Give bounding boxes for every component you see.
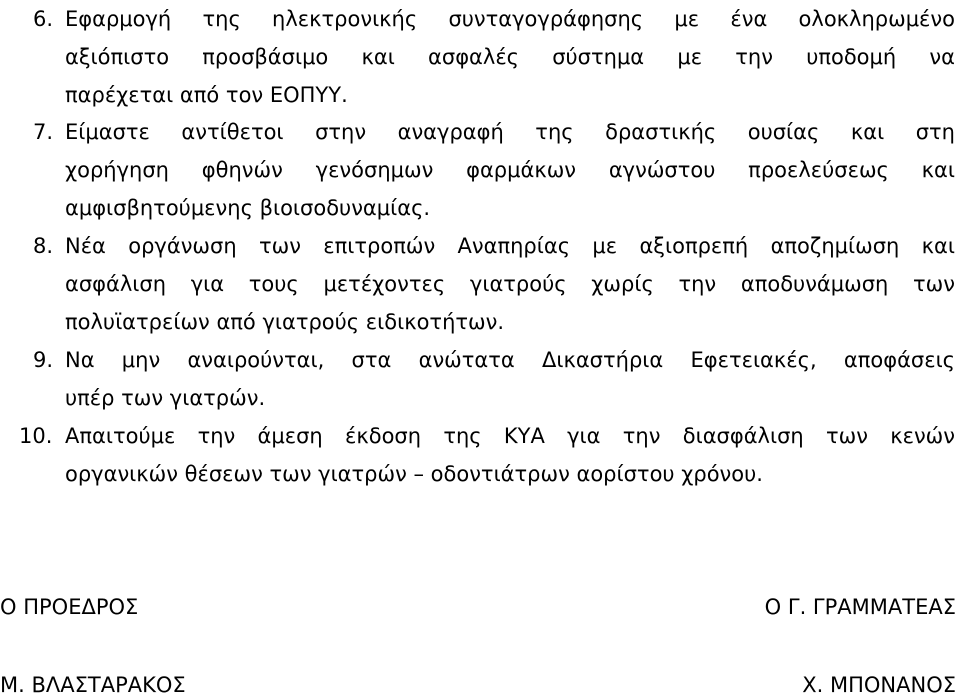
item-text: Είμαστε αντίθετοι στην αναγραφή της δραστικής ουσίας και στη — [65, 120, 955, 144]
item-number: 7. — [33, 120, 54, 144]
item-text: πολυϊατρείων από γιατρούς ειδικοτήτων. — [65, 310, 505, 334]
president-title: Ο ΠΡΟΕΔΡΟΣ — [0, 595, 139, 619]
item-text: οργανικών θέσεων των γιατρών – οδοντιάτρων αορίστου χρόνου. — [65, 462, 763, 486]
secretary-name: Χ. ΜΠΟΝΑΝΟΣ — [802, 673, 956, 697]
item-number: 8. — [33, 234, 54, 258]
item-text: Εφαρμογή της ηλεκτρονικής συνταγογράφησης με ένα ολοκληρωμένο — [65, 7, 955, 31]
item-text: αξιόπιστο προσβάσιμο και ασφαλές σύστημα με την υποδομή να — [65, 45, 955, 69]
item-text: Απαιτούμε την άμεση έκδοση της ΚΥΑ για την διασφάλιση των κενών — [65, 424, 955, 448]
item-text: Να μην αναιρούνται, στα ανώτατα Δικαστήρια Εφετειακές, αποφάσεις — [65, 348, 955, 372]
item-text: χορήγηση φθηνών γενόσημων φαρμάκων αγνώστου προελεύσεως και — [65, 158, 955, 182]
secretary-title: Ο Γ. ΓΡΑΜΜΑΤΕΑΣ — [764, 595, 956, 619]
item-text: αμφισβητούμενης βιοισοδυναμίας. — [65, 196, 431, 220]
item-number: 6. — [33, 7, 54, 31]
item-number: 10. — [19, 424, 53, 448]
item-text: παρέχεται από τον ΕΟΠΥΥ. — [65, 83, 348, 107]
item-text: Νέα οργάνωση των επιτροπών Αναπηρίας με αξιοπρεπή αποζημίωση και — [65, 234, 955, 258]
item-text: ασφάλιση για τους μετέχοντες γιατρούς χωρίς την αποδυνάμωση των — [65, 272, 955, 296]
item-number: 9. — [33, 348, 54, 372]
item-text: υπέρ των γιατρών. — [65, 386, 266, 410]
president-name: Μ. ΒΛΑΣΤΑΡΑΚΟΣ — [0, 673, 186, 697]
